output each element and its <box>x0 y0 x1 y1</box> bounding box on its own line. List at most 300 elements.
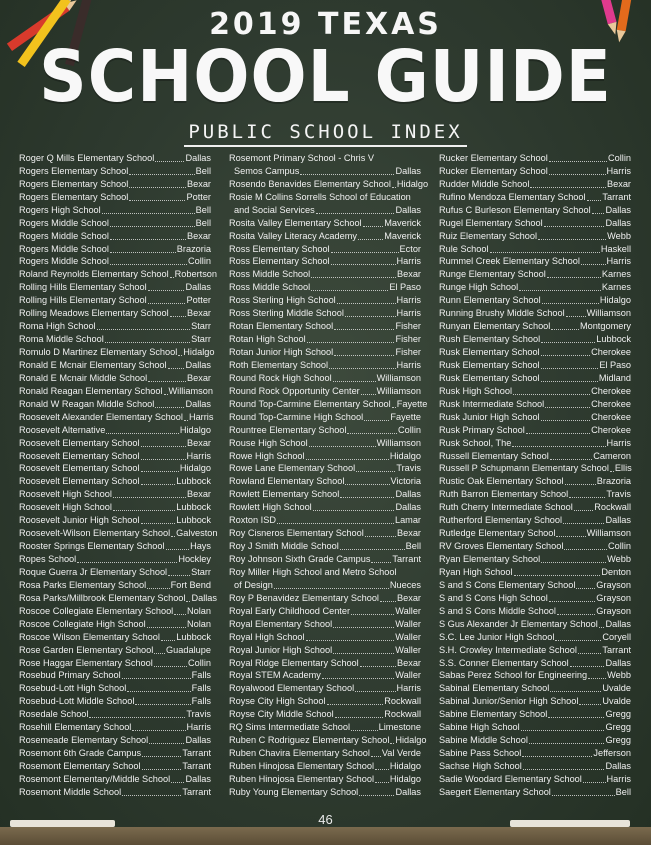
county-name: Webb <box>607 670 631 681</box>
county-name: Starr <box>191 321 211 332</box>
school-entry <box>19 268 218 281</box>
county-name: Haskell <box>600 243 631 254</box>
school-name: Ross Sterling High School <box>229 295 336 306</box>
dot-leader <box>578 653 602 654</box>
school-entry <box>229 721 421 734</box>
county-name: Tarrant <box>182 748 211 759</box>
school-name: S.H. Crowley Intermediate School <box>439 644 577 655</box>
county-name: Tarrant <box>392 554 421 565</box>
county-name: Dallas <box>185 735 211 746</box>
county-name: Dallas <box>185 359 211 370</box>
school-name: Ruth Barron Elementary School <box>439 489 569 500</box>
dot-leader <box>345 484 389 485</box>
school-entry <box>229 204 421 217</box>
school-entry <box>19 514 211 527</box>
school-entry <box>439 450 631 463</box>
school-name: Rusk Elementary School <box>439 372 540 383</box>
school-entry <box>439 346 631 359</box>
school-name: Ronald E Mcnair Elementary School <box>19 359 167 370</box>
school-entry <box>229 631 421 644</box>
dot-leader <box>371 756 381 757</box>
dot-leader <box>356 471 395 472</box>
school-name: Rolling Hills Elementary School <box>19 295 147 306</box>
school-entry <box>439 579 631 592</box>
county-name: Cameron <box>593 450 631 461</box>
school-entry <box>439 734 631 747</box>
school-name: Russell P Schupmann Elementary School <box>439 463 609 474</box>
county-name: Bexar <box>396 592 421 603</box>
county-name: Waller <box>395 670 421 681</box>
county-name: Waller <box>395 644 421 655</box>
school-name: RQ Sims Intermediate School <box>229 722 351 733</box>
school-name: Ruby Young Elementary School <box>229 786 359 797</box>
school-entry <box>19 152 211 165</box>
school-entry <box>19 721 211 734</box>
county-name: Starr <box>191 334 211 345</box>
school-entry <box>439 268 631 281</box>
dot-leader <box>129 200 185 201</box>
dot-leader <box>599 627 605 628</box>
school-entry <box>439 708 631 721</box>
school-entry <box>229 760 421 773</box>
school-entry <box>19 243 211 256</box>
county-name: Uvalde <box>602 683 631 694</box>
school-name: Roosevelt Elementary School <box>19 450 140 461</box>
county-name: Hays <box>190 541 211 552</box>
school-entry <box>19 178 211 191</box>
school-name: S.S. Conner Elementary School <box>439 657 569 668</box>
school-name: Rotan Elementary School <box>229 321 334 332</box>
school-entry <box>229 411 421 424</box>
school-name: Rosendo Benavides Elementary School <box>229 178 391 189</box>
dot-leader <box>565 484 596 485</box>
dot-leader <box>545 407 590 408</box>
school-name: Rosita Valley Elementary School <box>229 217 362 228</box>
school-entry <box>19 191 211 204</box>
school-entry <box>439 307 631 320</box>
county-name: Dallas <box>395 165 421 176</box>
dot-leader <box>161 640 175 641</box>
county-name: Bexar <box>186 489 211 500</box>
county-name: Fayette <box>396 398 428 409</box>
school-name: Rogers Elementary School <box>19 165 129 176</box>
dot-leader <box>363 226 384 227</box>
dot-leader <box>129 187 186 188</box>
school-name: Rusk Elementary School <box>439 347 540 358</box>
school-name: Rudder Middle School <box>439 178 530 189</box>
county-name: Bell <box>615 786 631 797</box>
dot-leader <box>331 264 396 265</box>
school-name: Saegert Elementary School <box>439 786 551 797</box>
school-name: Rosa Parks/Millbrook Elementary School <box>19 592 186 603</box>
school-entry <box>229 385 421 398</box>
school-entry <box>439 747 631 760</box>
dot-leader <box>566 316 586 317</box>
school-entry <box>19 579 211 592</box>
school-name: Roland Reynolds Elementary School <box>19 269 169 280</box>
school-name: Rucker Elementary School <box>439 165 548 176</box>
school-entry <box>19 605 211 618</box>
county-name: Williamson <box>376 437 421 448</box>
school-name: Rucker Elementary School <box>439 152 548 163</box>
county-name: Dallas <box>605 618 631 629</box>
dot-leader <box>322 678 394 679</box>
dot-leader <box>557 614 595 615</box>
school-name: Roth Elementary School <box>229 359 329 370</box>
school-name: Roma Middle School <box>19 334 104 345</box>
county-name: Bell <box>195 204 211 215</box>
school-name: Rusk High School <box>439 385 513 396</box>
county-name: Travis <box>606 489 631 500</box>
school-name: Roy J Smith Middle School <box>229 541 339 552</box>
dot-leader <box>184 420 188 421</box>
dot-leader <box>340 549 405 550</box>
county-name: Nueces <box>389 579 421 590</box>
school-name: Running Brushy Middle School <box>439 308 565 319</box>
school-entry <box>229 333 421 346</box>
school-name: Rowlett Elementary School <box>229 489 340 500</box>
dot-leader <box>513 394 590 395</box>
dot-leader <box>129 174 194 175</box>
county-name: El Paso <box>389 282 421 293</box>
school-name: Sabine Elementary School <box>439 709 548 720</box>
dot-leader <box>148 303 186 304</box>
dot-leader <box>141 459 186 460</box>
dot-leader <box>375 769 389 770</box>
school-name: Ross Middle School <box>229 269 311 280</box>
school-name: Royse City Middle School <box>229 709 334 720</box>
county-name: Gregg <box>605 722 631 733</box>
dot-leader <box>122 678 191 679</box>
school-name: Rosebud Primary School <box>19 670 121 681</box>
index-column-2 <box>229 152 429 798</box>
dot-leader <box>147 588 170 589</box>
school-name: Ronald W Reagan Middle School <box>19 398 155 409</box>
dot-leader <box>122 795 181 796</box>
county-name: Lubbock <box>176 476 211 487</box>
school-entry <box>19 527 218 540</box>
school-name: Rush Elementary School <box>439 334 541 345</box>
dot-leader <box>307 342 395 343</box>
school-entry <box>439 320 631 333</box>
dot-leader <box>541 562 606 563</box>
school-entry <box>439 501 631 514</box>
dot-leader <box>132 730 185 731</box>
school-name: Rogers Middle School <box>19 243 109 254</box>
county-name: Fort Bend <box>170 579 211 590</box>
county-name: Travis <box>396 463 421 474</box>
county-name: Dallas <box>395 502 421 513</box>
county-name: Tarrant <box>182 761 211 772</box>
school-entry <box>19 618 211 631</box>
school-entry <box>229 230 421 243</box>
school-entry <box>439 657 631 670</box>
school-entry <box>439 760 631 773</box>
county-name: Rockwall <box>594 502 631 513</box>
school-name: Rusk Primary School <box>439 424 525 435</box>
school-name: Rosebud-Lott Middle School <box>19 696 135 707</box>
county-name: Grayson <box>596 592 631 603</box>
county-name: Harris <box>396 683 421 694</box>
school-name: Rugel Elementary School <box>439 217 543 228</box>
dot-leader <box>390 743 394 744</box>
school-name: Rosehill Elementary School <box>19 722 132 733</box>
school-name: Ross Elementary School <box>229 243 330 254</box>
county-name: Cherokee <box>591 424 631 435</box>
school-entry <box>229 514 421 527</box>
school-entry <box>19 553 211 566</box>
county-name: Tarrant <box>182 786 211 797</box>
dot-leader <box>110 252 176 253</box>
school-entry <box>19 204 211 217</box>
county-name: Harris <box>606 773 631 784</box>
dot-leader <box>306 459 389 460</box>
school-entry <box>439 553 631 566</box>
school-entry <box>439 527 631 540</box>
chalk-tray <box>0 827 651 845</box>
school-name: Ropes School <box>19 554 77 565</box>
school-entry <box>229 670 421 683</box>
school-entry <box>229 281 421 294</box>
school-entry <box>19 307 211 320</box>
school-entry <box>439 592 631 605</box>
school-entry <box>439 256 631 269</box>
school-name: Ronald Reagan Elementary School <box>19 385 163 396</box>
dot-leader <box>392 187 396 188</box>
county-name: Hidalgo <box>179 424 211 435</box>
dot-leader <box>149 743 184 744</box>
school-entry <box>439 191 631 204</box>
county-name: Falls <box>191 683 211 694</box>
school-name: Roosevelt High School <box>19 502 112 513</box>
school-entry <box>229 734 427 747</box>
dot-leader <box>77 562 177 563</box>
county-name: Bexar <box>396 657 421 668</box>
school-entry <box>439 178 631 191</box>
dot-leader <box>526 433 590 434</box>
county-name: Bell <box>195 165 211 176</box>
school-entry <box>229 178 429 191</box>
school-entry <box>229 152 421 165</box>
school-name: Rogers Middle School <box>19 256 109 267</box>
school-name: Runge Elementary School <box>439 269 546 280</box>
school-entry <box>439 618 631 631</box>
dot-leader <box>579 704 601 705</box>
school-name: Rowe Lane Elementary School <box>229 463 356 474</box>
school-name: Roosevelt Elementary School <box>19 476 140 487</box>
dot-leader <box>274 588 389 589</box>
county-name: Fisher <box>395 334 421 345</box>
county-name: Nolan <box>186 618 211 629</box>
county-name: Harris <box>186 722 211 733</box>
school-name: Ryan Elementary School <box>439 554 541 565</box>
subtitle-wrap <box>0 121 651 147</box>
county-name: Gregg <box>605 709 631 720</box>
school-entry <box>19 424 211 437</box>
county-name: Bexar <box>186 178 211 189</box>
school-entry <box>19 398 211 411</box>
dot-leader <box>141 471 179 472</box>
school-name: Round Top-Carmine High School <box>229 411 364 422</box>
county-name: Starr <box>191 566 211 577</box>
school-entry <box>439 463 631 476</box>
school-name: Semos Campus <box>234 165 300 176</box>
school-entry <box>19 230 211 243</box>
school-entry <box>439 488 631 501</box>
county-name: Rockwall <box>384 709 421 720</box>
county-name: Lamar <box>394 515 421 526</box>
county-name: Tarrant <box>602 644 631 655</box>
school-name: Rowlett High School <box>229 502 312 513</box>
dot-leader <box>329 368 395 369</box>
dot-leader <box>174 614 186 615</box>
county-name: Williamson <box>376 385 421 396</box>
county-name: Denton <box>601 566 631 577</box>
dot-leader <box>529 743 605 744</box>
school-name: Rotan High School <box>229 334 306 345</box>
dot-leader <box>360 666 396 667</box>
county-name: Dallas <box>605 657 631 668</box>
county-name: Harris <box>606 437 631 448</box>
dot-leader <box>345 316 396 317</box>
school-name: Sabinal Junior/Senior High School <box>439 696 579 707</box>
school-entry <box>439 372 631 385</box>
school-name: Rountree Elementary School <box>229 424 347 435</box>
county-name: El Paso <box>599 359 631 370</box>
county-name: Lubbock <box>176 502 211 513</box>
school-name: Roosevelt Junior High School <box>19 515 140 526</box>
school-entry <box>439 644 631 657</box>
school-entry <box>229 450 421 463</box>
county-name: Webb <box>607 230 631 241</box>
county-name: Collin <box>608 541 631 552</box>
county-name: Webb <box>607 554 631 565</box>
school-name: Round Rock High School <box>229 372 332 383</box>
school-entry <box>439 411 631 424</box>
dot-leader <box>556 536 585 537</box>
school-name: Ryan High School <box>439 566 513 577</box>
county-name: Potter <box>186 191 211 202</box>
school-name: Roxton ISD <box>229 515 276 526</box>
county-name: Tarrant <box>602 191 631 202</box>
dot-leader <box>351 614 394 615</box>
school-entry <box>439 333 631 346</box>
dot-leader <box>549 174 606 175</box>
school-name: S and S Cons Elementary School <box>439 579 576 590</box>
school-name: Roy Johnson Sixth Grade Campus <box>229 554 371 565</box>
school-entry <box>439 398 631 411</box>
dot-leader <box>327 704 384 705</box>
county-name: Harris <box>606 165 631 176</box>
school-entry <box>229 527 421 540</box>
school-entry <box>439 281 631 294</box>
county-name: Dallas <box>605 217 631 228</box>
county-name: Hidalgo <box>396 178 429 189</box>
county-name: Rockwall <box>384 696 421 707</box>
dot-leader <box>552 795 615 796</box>
school-name: Sabinal Elementary School <box>439 683 550 694</box>
county-name: Collin <box>608 152 631 163</box>
county-name: Hidalgo <box>395 735 427 746</box>
dot-leader <box>300 174 394 175</box>
school-entry <box>19 734 211 747</box>
county-name: Bexar <box>186 437 211 448</box>
school-entry <box>19 644 211 657</box>
school-name: Rosie M Collins Sorrells School of Education <box>229 191 411 202</box>
school-entry <box>229 398 428 411</box>
school-name: Roscoe Collegiate High School <box>19 618 146 629</box>
dot-leader <box>371 562 391 563</box>
school-entry <box>229 463 421 476</box>
dot-leader <box>168 368 185 369</box>
dot-leader <box>313 510 395 511</box>
dot-leader <box>541 420 591 421</box>
dot-leader <box>523 769 605 770</box>
county-name: Victoria <box>390 476 421 487</box>
school-entry <box>19 670 211 683</box>
dot-leader <box>361 394 376 395</box>
dot-leader <box>166 549 190 550</box>
county-name: Brazoria <box>176 243 211 254</box>
school-entry <box>229 501 421 514</box>
dot-leader <box>154 666 187 667</box>
school-name: Rusk Junior High School <box>439 411 540 422</box>
county-name: Harris <box>606 256 631 267</box>
school-name: Roy Cisneros Elementary School <box>229 528 364 539</box>
school-name: Runyan Elementary School <box>439 321 551 332</box>
county-name: Fayette <box>390 411 421 422</box>
county-name: Galveston <box>176 528 218 539</box>
county-name: Uvalde <box>602 696 631 707</box>
dot-leader <box>544 226 605 227</box>
county-name: Waller <box>395 618 421 629</box>
school-entry <box>19 592 217 605</box>
county-name: Dallas <box>191 592 217 603</box>
county-name: Harris <box>186 450 211 461</box>
county-name: Hidalgo <box>389 773 421 784</box>
county-name: Grayson <box>596 579 631 590</box>
county-name: Collin <box>398 424 421 435</box>
dot-leader <box>311 290 388 291</box>
school-name: Roma High School <box>19 321 96 332</box>
county-name: Bexar <box>396 269 421 280</box>
dot-leader <box>530 187 606 188</box>
school-name: Ruben Hinojosa Elementary School <box>229 773 375 784</box>
county-name: Williamson <box>168 385 213 396</box>
school-name: Rotan Junior High School <box>229 347 334 358</box>
school-entry <box>19 346 215 359</box>
county-name: Bexar <box>186 308 211 319</box>
school-name: Runn Elementary School <box>439 295 541 306</box>
school-entry <box>19 786 211 799</box>
county-name: Harris <box>396 256 421 267</box>
school-entry <box>19 320 211 333</box>
school-name: Rusk Intermediate School <box>439 398 545 409</box>
school-entry <box>19 682 211 695</box>
school-entry <box>19 760 211 773</box>
school-name: Rowe High School <box>229 450 305 461</box>
dot-leader <box>141 523 176 524</box>
school-name: Roy Miller High School and Metro School <box>229 566 397 577</box>
school-entry <box>229 424 421 437</box>
school-entry <box>19 217 211 230</box>
school-index <box>19 152 631 798</box>
school-name: Rogers Middle School <box>19 230 109 241</box>
school-entry <box>439 204 631 217</box>
county-name: Cherokee <box>591 347 631 358</box>
school-entry <box>19 708 211 721</box>
county-name: Hockley <box>178 554 211 565</box>
